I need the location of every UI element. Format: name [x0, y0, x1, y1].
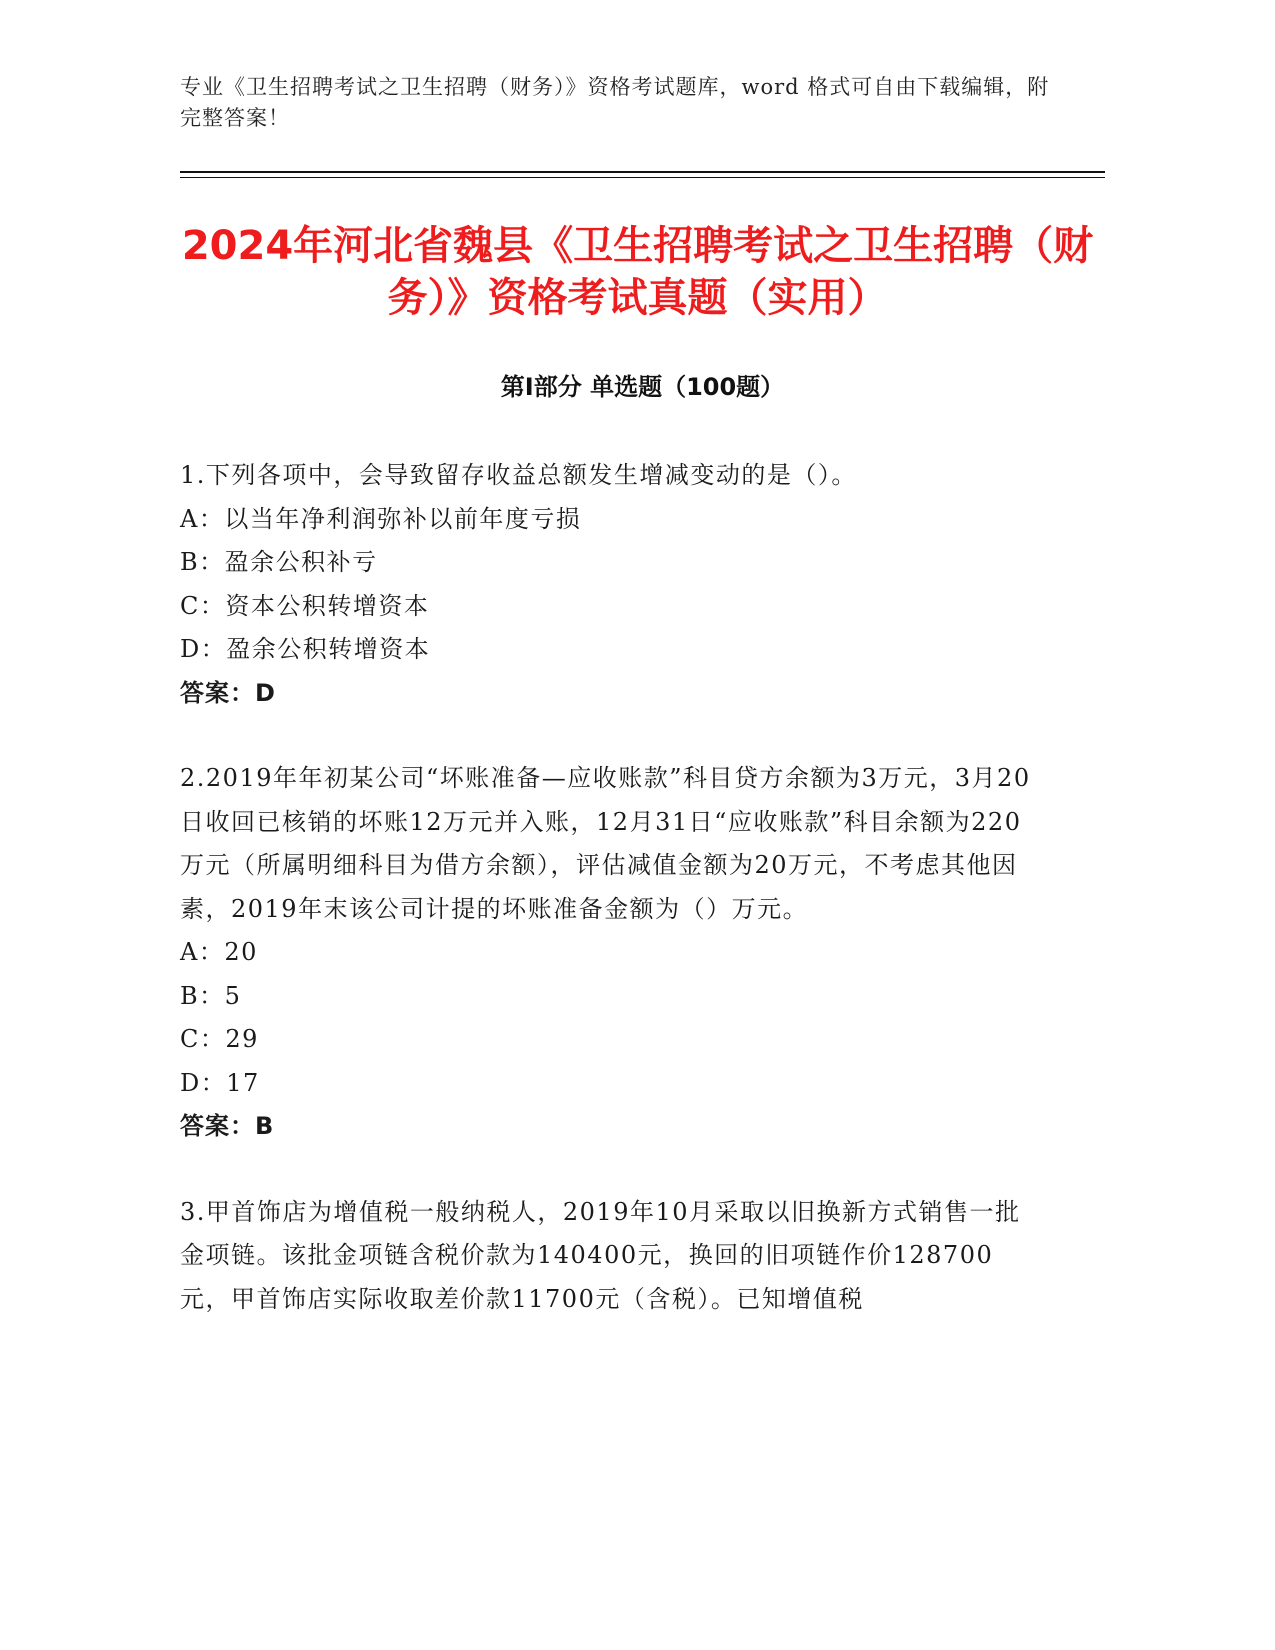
- answer: 答案：D: [180, 678, 276, 707]
- option-d: D：盈余公积转增资本: [180, 635, 431, 663]
- question-stem: 2.2019年年初某公司“坏账准备—应收账款”科目贷方余额为3万元，3月20日收回已核销的坏账12万元并入账，12月31日“应收账款”科目余额为220万元（所属明细科目为借方余额），评估减值金额为20万元，不考虑其他因素，2019年末该公司计提的坏账准备金额为（）万元。: [180, 764, 1031, 923]
- option-a: A：以当年净利润弥补以前年度亏损: [180, 504, 582, 533]
- option-a: A：20: [180, 938, 258, 966]
- question-stem: 3.甲首饰店为增值税一般纳税人，2019年10月采取以旧换新方式销售一批金项链。该批金项链含税价款为140400元，换回的旧项链作价128700元，甲首饰店实际收取差价款11700元（含税）。已知增值税: [180, 1197, 1021, 1313]
- question-list: [180, 454, 1040, 1363]
- question-1: [180, 454, 1040, 715]
- option-c: C：资本公积转增资本: [180, 591, 430, 620]
- option-d: D：17: [180, 1068, 260, 1097]
- header-note: 专业《卫生招聘考试之卫生招聘（财务）》资格考试题库，word 格式可自由下载编辑，附完整答案！: [180, 75, 1050, 130]
- header-rule-thin: [180, 177, 1105, 178]
- header-rule-thick: [180, 171, 1105, 173]
- question-2: [180, 757, 1040, 1149]
- question-stem: 1.下列各项中，会导致留存收益总额发生增减变动的是（）。: [180, 461, 857, 489]
- option-b: B：5: [180, 981, 242, 1010]
- section-title: 第Ⅰ部分 单选题（100题）: [500, 373, 785, 401]
- document-title: 2024年河北省魏县《卫生招聘考试之卫生招聘（财务）》资格考试真题（实用）: [181, 223, 1094, 321]
- option-c: C：29: [180, 1025, 259, 1053]
- answer: 答案：B: [180, 1112, 275, 1140]
- question-3: [180, 1191, 1040, 1322]
- option-b: B：盈余公积补亏: [180, 548, 378, 576]
